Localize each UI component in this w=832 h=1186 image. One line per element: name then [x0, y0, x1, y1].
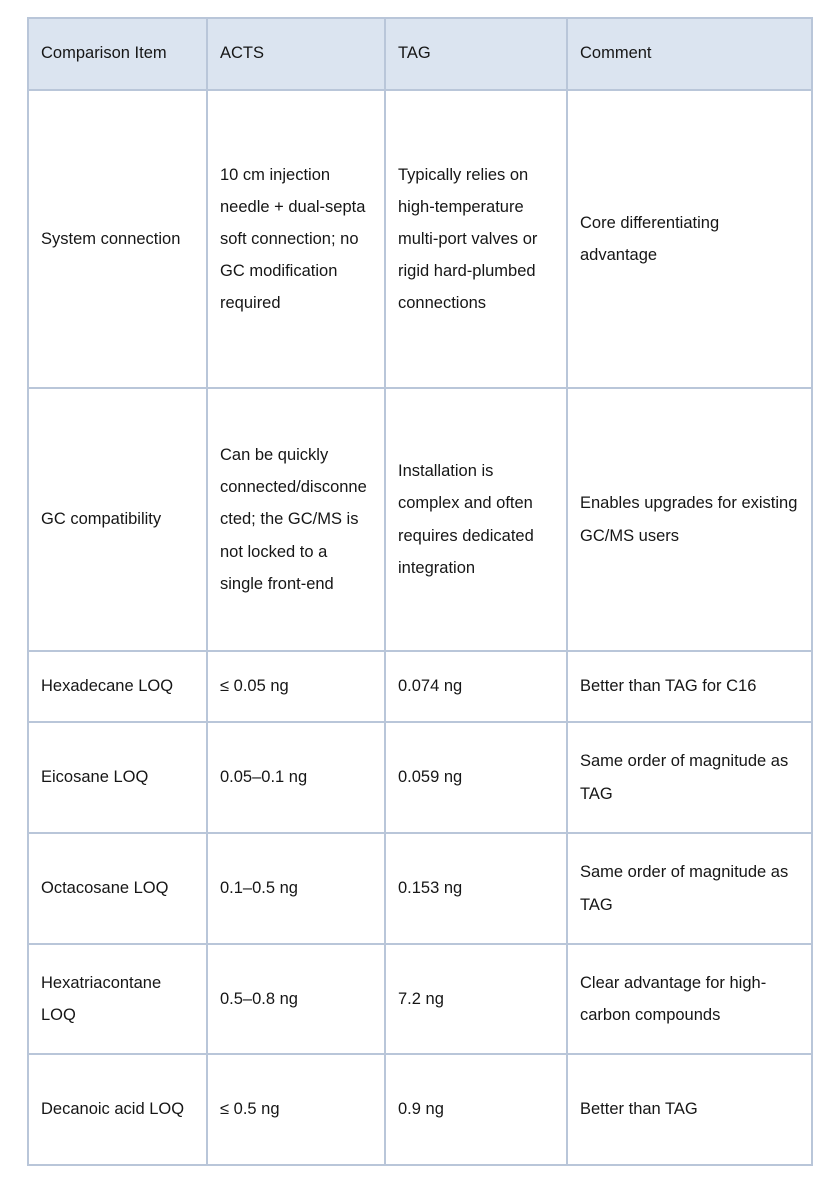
- cell-acts: Can be quickly connected/disconnected; the GC/MS is not locked to a single front-end: [207, 388, 385, 651]
- cell-comparison-item: GC compatibility: [28, 388, 207, 651]
- table-row: [28, 833, 812, 944]
- column-header-acts: ACTS: [207, 18, 385, 90]
- table-row: [28, 90, 812, 388]
- cell-comment: Same order of magnitude as TAG: [567, 722, 812, 833]
- cell-comment: Core differentiating advantage: [567, 90, 812, 388]
- cell-comparison-item: System connection: [28, 90, 207, 388]
- table-row: [28, 651, 812, 722]
- cell-tag: Typically relies on high-temperature multi-port valves or rigid hard-plumbed connections: [385, 90, 567, 388]
- cell-tag: 0.153 ng: [385, 833, 567, 944]
- cell-comparison-item: Hexatriacontane LOQ: [28, 944, 207, 1054]
- cell-acts: ≤ 0.5 ng: [207, 1054, 385, 1165]
- table-row: [28, 1054, 812, 1165]
- cell-acts: 0.1–0.5 ng: [207, 833, 385, 944]
- table-header: [28, 18, 812, 90]
- cell-comparison-item: Eicosane LOQ: [28, 722, 207, 833]
- cell-comparison-item: Decanoic acid LOQ: [28, 1054, 207, 1165]
- cell-comment: Better than TAG: [567, 1054, 812, 1165]
- cell-comment: Clear advantage for high-carbon compounds: [567, 944, 812, 1054]
- column-header-comparison-item: Comparison Item: [28, 18, 207, 90]
- cell-tag: 0.9 ng: [385, 1054, 567, 1165]
- cell-tag: 0.059 ng: [385, 722, 567, 833]
- cell-comment: Enables upgrades for existing GC/MS users: [567, 388, 812, 651]
- cell-acts: 0.5–0.8 ng: [207, 944, 385, 1054]
- cell-acts: ≤ 0.05 ng: [207, 651, 385, 722]
- cell-tag: Installation is complex and often requires dedicated integration: [385, 388, 567, 651]
- cell-comment: Same order of magnitude as TAG: [567, 833, 812, 944]
- table-row: [28, 722, 812, 833]
- cell-comment: Better than TAG for C16: [567, 651, 812, 722]
- table-body: [28, 90, 812, 1165]
- cell-acts: 10 cm injection needle + dual-septa soft connection; no GC modification required: [207, 90, 385, 388]
- table-header-row: [28, 18, 812, 90]
- cell-comparison-item: Hexadecane LOQ: [28, 651, 207, 722]
- cell-comparison-item: Octacosane LOQ: [28, 833, 207, 944]
- acts-vs-tag-comparison-table: [27, 17, 813, 1166]
- column-header-tag: TAG: [385, 18, 567, 90]
- cell-tag: 7.2 ng: [385, 944, 567, 1054]
- cell-acts: 0.05–0.1 ng: [207, 722, 385, 833]
- table-row: [28, 944, 812, 1054]
- column-header-comment: Comment: [567, 18, 812, 90]
- table-row: [28, 388, 812, 651]
- cell-tag: 0.074 ng: [385, 651, 567, 722]
- comparison-table-container: [27, 17, 811, 1166]
